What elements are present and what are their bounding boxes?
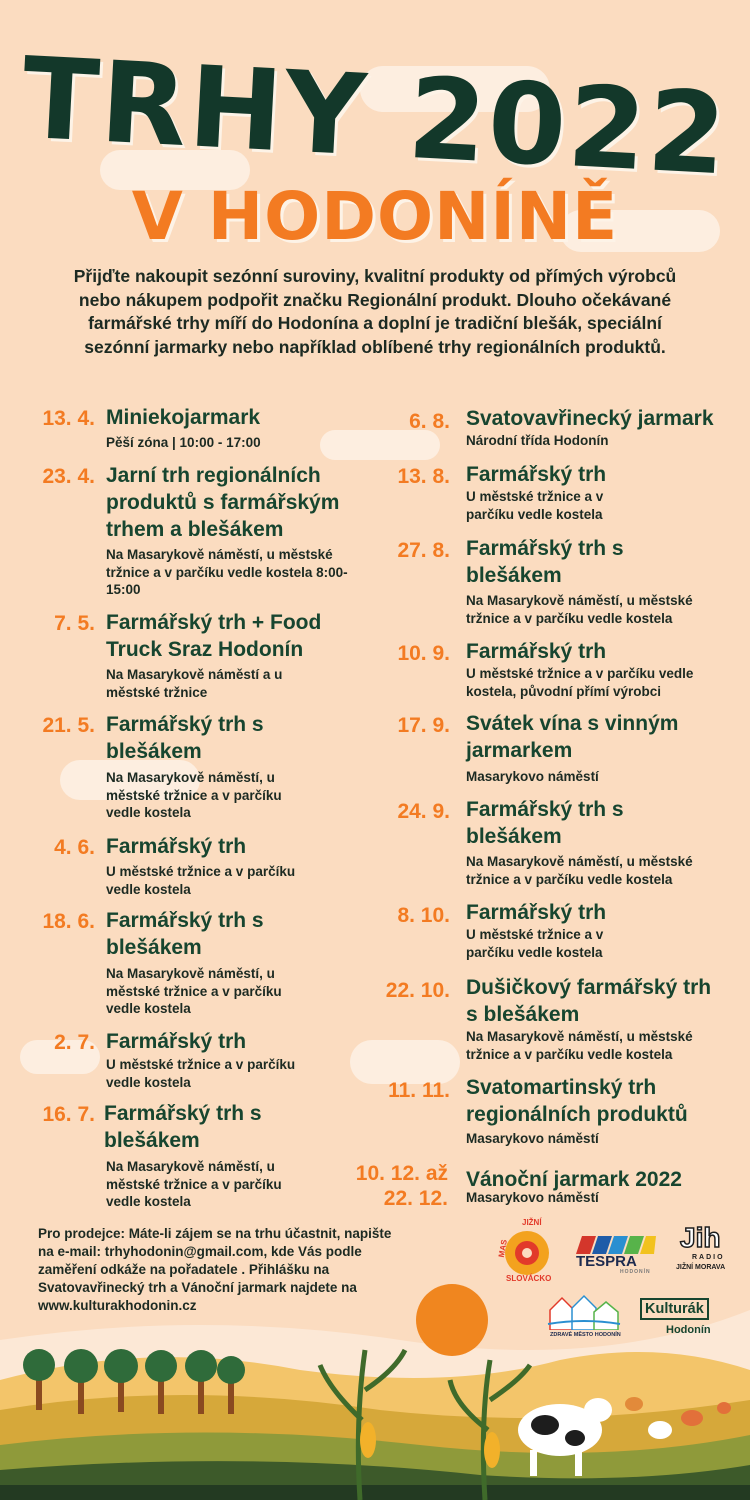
event-detail: Na Masarykově náměstí, u městské tržnice a v parčíku vedle kostela bbox=[106, 770, 282, 820]
event-detail: Na Masarykově náměstí, u městské tržnice a v parčíku vedle kostela 8:00-15:00 bbox=[106, 547, 348, 597]
event-detail: Na Masarykově náměstí, u městské tržnice a v parčíku vedle kostela bbox=[466, 593, 693, 626]
event-title: Vánoční jarmark 2022 bbox=[466, 1168, 682, 1191]
event-title: Farmářský trh bbox=[466, 463, 607, 486]
logo-mas-slovacko bbox=[496, 1218, 558, 1284]
event-detail: Na Masarykově náměstí, u městské tržnice a v parčíku vedle kostela bbox=[466, 854, 693, 887]
event-date: 6. 8. bbox=[409, 410, 450, 433]
event-detail: U městské tržnice a v parčíku vedle kostela bbox=[466, 489, 604, 522]
event-date: 13. 4. bbox=[42, 407, 95, 430]
intro-brand: Regionální produkt bbox=[347, 289, 507, 310]
event-detail: Masarykovo náměstí bbox=[466, 1131, 599, 1146]
event-title: Jarní trh regionálních produktů s farmářským trhem a blešákem bbox=[106, 464, 340, 541]
vendor-text: , kde Vás podle zaměření odkáže na pořadatele . Přihlášku na Svatovavřinecký trh a Vánoční jarmark najdete na bbox=[38, 1244, 362, 1295]
event-detail: U městské tržnice a v parčíku vedle kostela, původní přímí výrobci bbox=[466, 666, 694, 699]
event-title: Dušičkový farmářský trh s blešákem bbox=[466, 976, 712, 1026]
event-title: Farmářský trh s blešákem bbox=[106, 713, 264, 763]
event-date: 22. 10. bbox=[385, 979, 450, 1002]
event-title: Svatomartinský trh regionálních produktů bbox=[466, 1076, 688, 1126]
landscape-illustration bbox=[0, 1270, 750, 1500]
intro-part: . Dlouho očekávané farmářské trhy míří do Hodonína a doplní je tradiční blešák, speciální sezónní jarmarky nebo například oblíbené trhy regionálních produktů. bbox=[84, 289, 672, 357]
zdrave-label: ZDRAVÉ MĚSTO HODONÍN bbox=[550, 1332, 621, 1338]
event-title: Farmářský trh bbox=[466, 640, 607, 663]
intro-part: Přijďte nakoupit sezónní suroviny, kvalitní produkty od přímých výrobců nebo nákupem podpořit značku bbox=[73, 266, 677, 310]
event-title: Farmářský trh bbox=[106, 1030, 247, 1053]
event-detail: Národní třída Hodonín bbox=[466, 433, 609, 448]
jih-label: Jih bbox=[680, 1222, 721, 1253]
logo-tespra bbox=[574, 1236, 664, 1276]
event-date: 18. 6. bbox=[42, 910, 95, 933]
event-detail: Na Masarykově náměstí a u městské tržnice bbox=[106, 667, 283, 700]
vendor-text: Pro prodejce: Máte-li zájem se na trhu účastnit, napište na e-mail: bbox=[38, 1226, 392, 1259]
event-detail: Na Masarykově náměstí, u městské tržnice a v parčíku vedle kostela bbox=[106, 966, 282, 1016]
event-date: 8. 10. bbox=[397, 904, 450, 927]
tespra-stripes-icon bbox=[574, 1236, 656, 1254]
event-detail: Na Masarykově náměstí, u městské tržnice a v parčíku vedle kostela bbox=[466, 1029, 693, 1062]
sun bbox=[416, 1284, 488, 1356]
event-date: 2. 7. bbox=[54, 1031, 95, 1054]
event-date: 16. 7. bbox=[42, 1103, 95, 1126]
cloud bbox=[350, 1040, 460, 1084]
kulturak-sublabel: Hodonín bbox=[666, 1324, 711, 1336]
event-title: Miniekojarmark bbox=[106, 406, 261, 429]
intro-text bbox=[60, 265, 690, 359]
event-detail: Pěší zóna | 10:00 - 17:00 bbox=[106, 435, 261, 450]
tespra-sublabel: HODONÍN bbox=[620, 1269, 651, 1275]
event-title: Svatovavřinecký jarmark bbox=[466, 407, 714, 430]
event-date: 10. 9. bbox=[397, 642, 450, 665]
jih-radio-label: RADIO bbox=[692, 1254, 725, 1261]
event-title: Svátek vína s vinným jarmarkem bbox=[466, 712, 679, 762]
event-detail: Masarykovo náměstí bbox=[466, 1190, 599, 1205]
event-title: Farmářský trh + Food Truck Sraz Hodonín bbox=[106, 611, 322, 661]
event-date: 17. 9. bbox=[397, 714, 450, 737]
event-title: Farmářský trh s blešákem bbox=[466, 798, 624, 848]
vendor-website[interactable]: www.kulturakhodonin.cz bbox=[38, 1298, 197, 1313]
tespra-label: TESPRA bbox=[576, 1253, 637, 1270]
event-detail: Na Masarykově náměstí, u městské tržnice a v parčíku vedle kostela bbox=[106, 1159, 282, 1209]
mas-bottom-label: SLOVÁCKO bbox=[506, 1274, 552, 1283]
event-title: Farmářský trh bbox=[466, 901, 607, 924]
logo-radio-jih bbox=[676, 1222, 738, 1278]
kulturak-label: Kulturák bbox=[640, 1298, 709, 1320]
vendor-email[interactable]: trhyhodonin@gmail.com bbox=[104, 1244, 264, 1259]
zdrave-mesto-icon bbox=[544, 1290, 624, 1330]
event-date: 23. 4. bbox=[42, 465, 95, 488]
event-detail: U městské tržnice a v parčíku vedle kostela bbox=[466, 927, 604, 960]
event-date: 4. 6. bbox=[54, 836, 95, 859]
event-title: Farmářský trh s blešákem bbox=[466, 537, 624, 587]
mas-left-label: MAS bbox=[496, 1238, 509, 1259]
event-title: Farmářský trh s blešákem bbox=[106, 909, 264, 959]
logo-kulturak bbox=[640, 1298, 720, 1340]
event-detail: U městské tržnice a v parčíku vedle kostela bbox=[106, 1057, 296, 1090]
page-title: TRHY 2022 bbox=[18, 33, 732, 201]
event-detail: U městské tržnice a v parčíku vedle kostela bbox=[106, 864, 296, 897]
logo-zdrave-mesto bbox=[544, 1290, 630, 1346]
jih-sublabel: JIŽNÍ MORAVA bbox=[676, 1264, 726, 1271]
event-date: 24. 9. bbox=[397, 800, 450, 823]
event-date: 11. 11. bbox=[388, 1079, 450, 1102]
event-date: 7. 5. bbox=[54, 612, 95, 635]
mas-top-label: JIŽNÍ bbox=[522, 1218, 542, 1227]
event-detail: Masarykovo náměstí bbox=[466, 769, 599, 784]
event-date: 27. 8. bbox=[397, 539, 450, 562]
event-date: 10. 12. až 22. 12. bbox=[355, 1162, 448, 1210]
event-date: 21. 5. bbox=[42, 714, 95, 737]
page-subtitle: V HODONÍNĚ bbox=[131, 178, 619, 255]
event-title: Farmářský trh bbox=[106, 835, 247, 858]
event-date: 13. 8. bbox=[397, 465, 450, 488]
event-title: Farmářský trh s blešákem bbox=[104, 1102, 262, 1152]
